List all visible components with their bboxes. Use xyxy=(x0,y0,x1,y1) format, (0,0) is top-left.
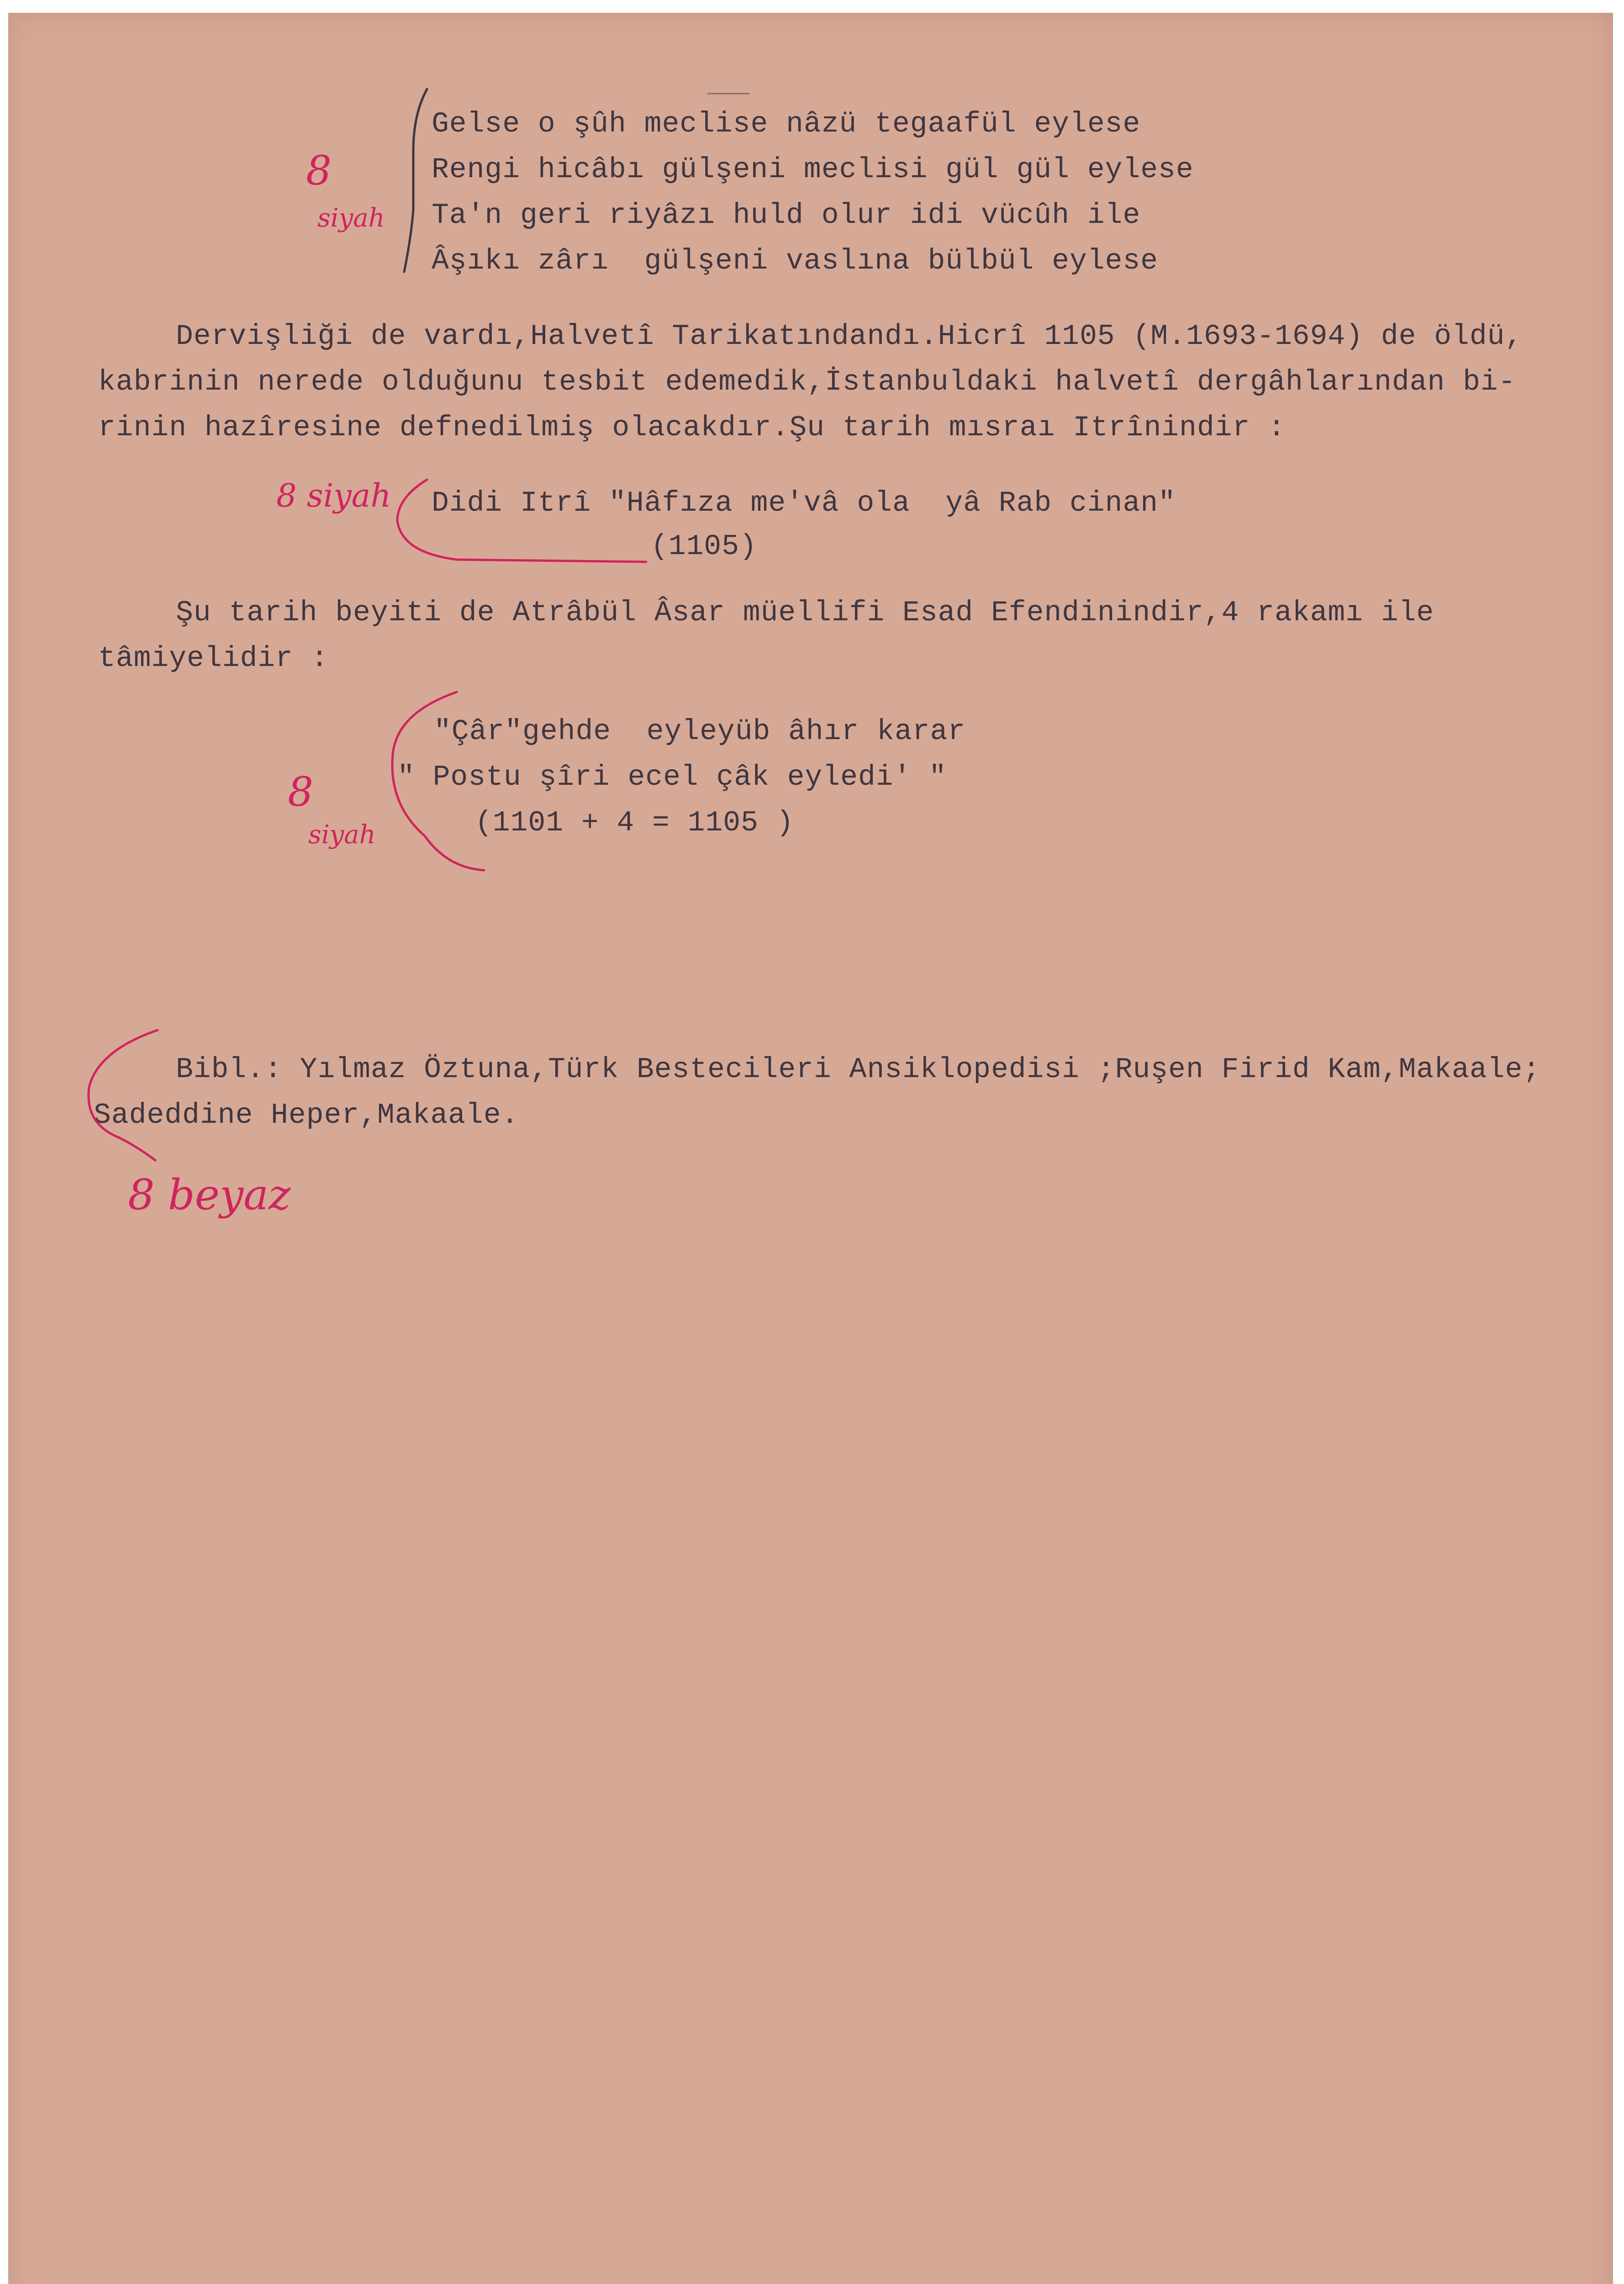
couplet-line-1: "Çâr"gehde eyleyüb âhır karar xyxy=(434,715,966,748)
poem-line-3: Ta'n geri riyâzı huld olur idi vücûh ile xyxy=(432,199,1141,232)
quote-year: (1105) xyxy=(651,530,757,563)
poem-line-4: Âşıkı zârı gülşeni vaslına bülbül eylese xyxy=(432,245,1159,277)
poem-line-2: Rengi hicâbı gülşeni meclisi gül gül eylese xyxy=(432,153,1194,186)
poem-style-note: siyah xyxy=(317,203,385,233)
body-line-1: Dervişliği de vardı,Halvetî Tarikatındandı.Hicrî 1105 (M.1693-1694) de öldü, xyxy=(176,320,1523,353)
couplet-line-2: " Postu şîri ecel çâk eyledi' " xyxy=(397,761,947,793)
bibliography-line-1: Bibl.: Yılmaz Öztuna,Türk Bestecileri Ansiklopedisi ;Ruşen Firid Kam,Makaale; xyxy=(176,1053,1541,1086)
poem-size-note: 8 xyxy=(306,147,332,194)
couplet-style-note: siyah xyxy=(308,820,376,850)
paper-page xyxy=(8,13,1613,2284)
quote-line: Didi Itrî "Hâfıza me'vâ ola yâ Rab cinan" xyxy=(432,487,1176,519)
poem-line-1: Gelse o şûh meclise nâzü tegaafül eylese xyxy=(432,108,1141,140)
body-line-3: rinin hazîresine defnedilmiş olacakdır.Şu tarih mısraı Itrînindir : xyxy=(98,412,1286,444)
bibliography-line-2: Sadeddine Heper,Makaale. xyxy=(94,1099,519,1131)
couplet-line-3: (1101 + 4 = 1105 ) xyxy=(475,807,794,839)
bibliography-annotation: 8 beyaz xyxy=(128,1170,291,1219)
intro-line-2: tâmiyelidir : xyxy=(98,642,329,675)
couplet-size-note: 8 xyxy=(288,768,313,815)
intro-line-1: Şu tarih beyiti de Atrâbül Âsar müellifi Esad Efendinindir,4 rakamı ile xyxy=(176,597,1434,629)
quote-annotation: 8 siyah xyxy=(276,477,391,514)
body-line-2: kabrinin nerede olduğunu tesbit edemedik,İstanbuldaki halvetî dergâhlarından bi- xyxy=(98,366,1516,398)
